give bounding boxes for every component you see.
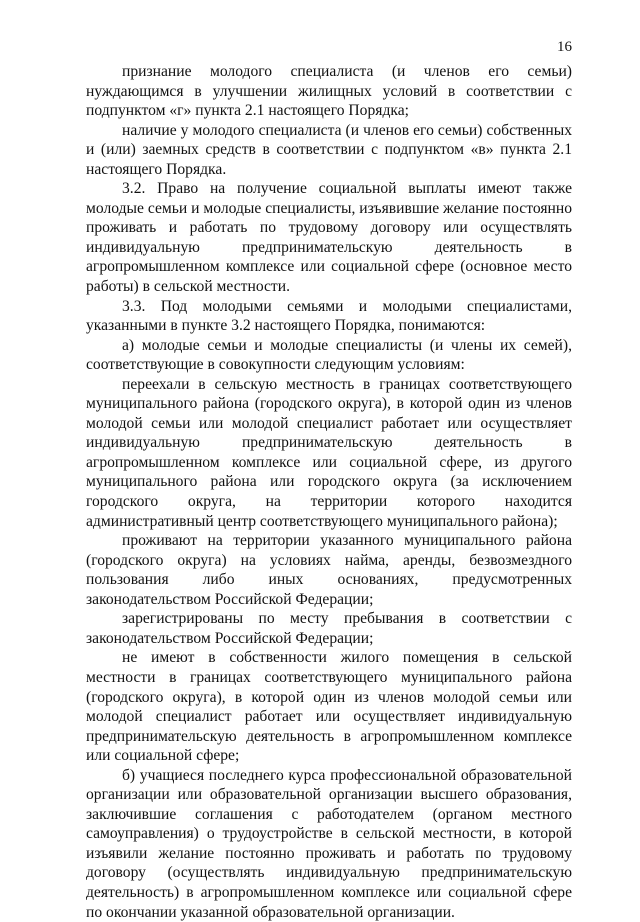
paragraph-own-funds: наличие у молодого специалиста (и членов его семьи) собственных и (или) заемных средств в соответствии с подпунктом «в» пункта 2.1 настоящего Порядка. — [86, 121, 572, 178]
paragraph-recognition-needing-housing: признание молодого специалиста (и членов его семьи) нуждающимся в улучшении жилищных условий в соответствии с подпунктом «г» пункта 2.1 настоящего Порядка; — [86, 63, 572, 120]
page-number: 16 — [557, 39, 572, 55]
paragraph-live-on-territory: проживают на территории указанного муниципального района (городского округа) на условиях найма, аренды, безвозмездного пользования либо иных основаниях, предусмотренных законодательством Российской Федерации; — [86, 532, 572, 608]
document-body — [86, 62, 572, 922]
paragraph-3-2: 3.2. Право на получение социальной выплаты имеют также молодые семьи и молодые специалисты, изъявившие желание постоянно проживать и работать по трудовому договору или осуществлять индивидуальную предпринимательскую деятельность в агропромышленном комплексе или социальной сфере (основное место работы) в сельской местности. — [86, 180, 572, 296]
paragraph-moved-to-rural-area: переехали в сельскую местность в границах соответствующего муниципального района (городского округа), в которой один из членов молодой семьи или молодой специалист работает или осуществляет индивидуальную предпринимательскую деятельность в агропромышленном комплексе или социальной сфере, из другого муниципального района или городского округа (за исключением городского округа, на территории которого находится административный центр соответствующего муниципального района); — [86, 375, 572, 530]
paragraph-no-own-housing: не имеют в собственности жилого помещения в сельской местности в границах соответствующего муниципального района (городского округа), в которой один из членов молодой семьи или молодой специалист работает или осуществляет индивидуальную предпринимательскую деятельность в агропромышленном комплексе или социальной сфере; — [86, 649, 572, 765]
paragraph-3-3: 3.3. Под молодыми семьями и молодыми специалистами, указанными в пункте 3.2 настоящего Порядка, понимаются: — [86, 297, 572, 335]
paragraph-registered: зарегистрированы по месту пребывания в соответствии с законодательством Российской Федерации; — [86, 610, 572, 647]
paragraph-3-3-a: а) молодые семьи и молодые специалисты (и члены их семей), соответствующие в совокупности следующим условиям: — [86, 336, 572, 374]
paragraph-3-3-b: б) учащиеся последнего курса профессиональной образовательной организации или образовательной организации высшего образования, заключившие соглашения с работодателем (органом местного самоуправления) о трудоустройстве в сельской местности, в которой изъявили желание постоянно проживать и работать по трудовому договору (осуществлять индивидуальную предпринимательскую деятельность) в агропромышленном комплексе или социальной сфере по окончании указанной образовательной организации. — [86, 766, 572, 921]
